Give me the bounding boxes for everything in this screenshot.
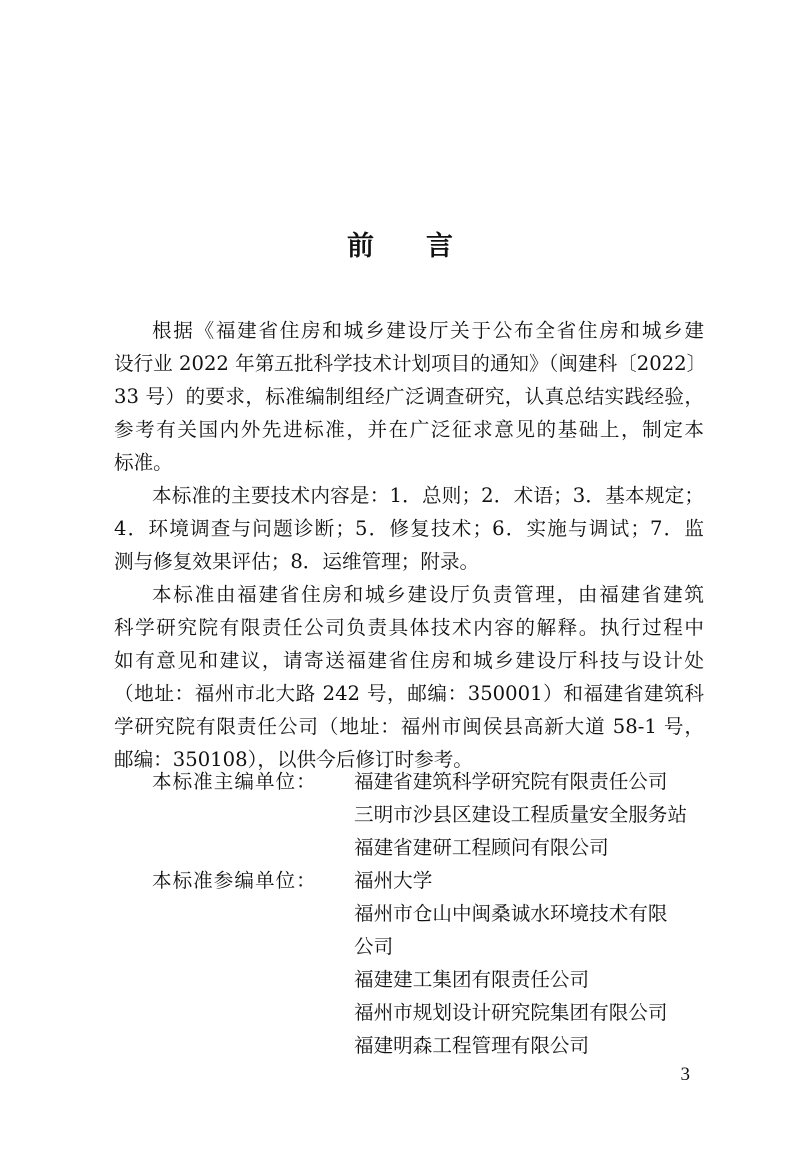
participating-units-row	[114, 864, 704, 1062]
chief-unit-item: 三明市沙县区建设工程质量安全服务站	[354, 803, 688, 826]
participating-unit-item: 福州大学	[354, 869, 433, 892]
title-char-right: 言	[426, 231, 453, 262]
page-number: 3	[680, 1064, 690, 1085]
participating-unit-item: 公司	[354, 935, 394, 958]
paragraph-2-line-2: 4．环境调查与问题诊断；5．修复技术；6．实施与调试；7．监	[114, 517, 704, 540]
paragraph-2-line-1: 本标准的主要技术内容是：1．总则；2．术语；3．基本规定；	[152, 484, 704, 507]
units-section	[114, 765, 704, 1062]
paragraph-3-line-4: （地址：福州市北大路 242 号，邮编：350001）和福建省建筑科	[114, 682, 704, 705]
participating-units-list	[354, 864, 704, 1062]
chief-units-row	[114, 765, 704, 864]
participating-units-label: 本标准参编单位：	[152, 869, 317, 892]
paragraph-3-line-1: 本标准由福建省住房和城乡建设厅负责管理，由福建省建筑	[152, 583, 704, 606]
preface-body	[114, 314, 707, 776]
paragraph-1-line-1: 根据《福建省住房和城乡建设厅关于公布全省住房和城乡建	[152, 319, 704, 342]
paragraph-3-line-2: 科学研究院有限责任公司负责具体技术内容的解释。执行过程中	[114, 616, 704, 639]
participating-unit-item: 福建建工集团有限责任公司	[354, 968, 590, 991]
title-char-left: 前	[347, 231, 374, 262]
page-title	[0, 224, 800, 263]
participating-unit-item: 福州市仓山中闽桑诚水环境技术有限	[354, 902, 668, 925]
paragraph-1-line-5: 标准。	[114, 451, 173, 474]
chief-unit-item: 福建省建研工程顾问有限公司	[354, 836, 609, 859]
paragraph-1-line-3: 33 号）的要求，标准编制组经广泛调查研究，认真总结实践经验，	[114, 385, 704, 408]
paragraph-2-line-3: 测与修复效果评估；8．运维管理；附录。	[114, 550, 480, 573]
chief-units-list	[354, 765, 704, 864]
paragraph-1-line-2: 设行业 2022 年第五批科学技术计划项目的通知》（闽建科〔2022〕	[114, 352, 707, 375]
participating-unit-item: 福建明森工程管理有限公司	[354, 1034, 590, 1057]
paragraph-3-line-5: 学研究院有限责任公司（地址：福州市闽侯县高新大道 58-1 号，	[114, 715, 704, 738]
paragraph-1-line-4: 参考有关国内外先进标准，并在广泛征求意见的基础上，制定本	[114, 418, 704, 441]
chief-unit-item: 福建省建筑科学研究院有限责任公司	[354, 770, 668, 793]
paragraph-3-line-6: 邮编：350108），以供今后修订时参考。	[114, 748, 473, 771]
paragraph-3-line-3: 如有意见和建议，请寄送福建省住房和城乡建设厅科技与设计处	[114, 649, 704, 672]
participating-unit-item: 福州市规划设计研究院集团有限公司	[354, 1001, 668, 1024]
chief-units-label: 本标准主编单位：	[152, 770, 317, 793]
